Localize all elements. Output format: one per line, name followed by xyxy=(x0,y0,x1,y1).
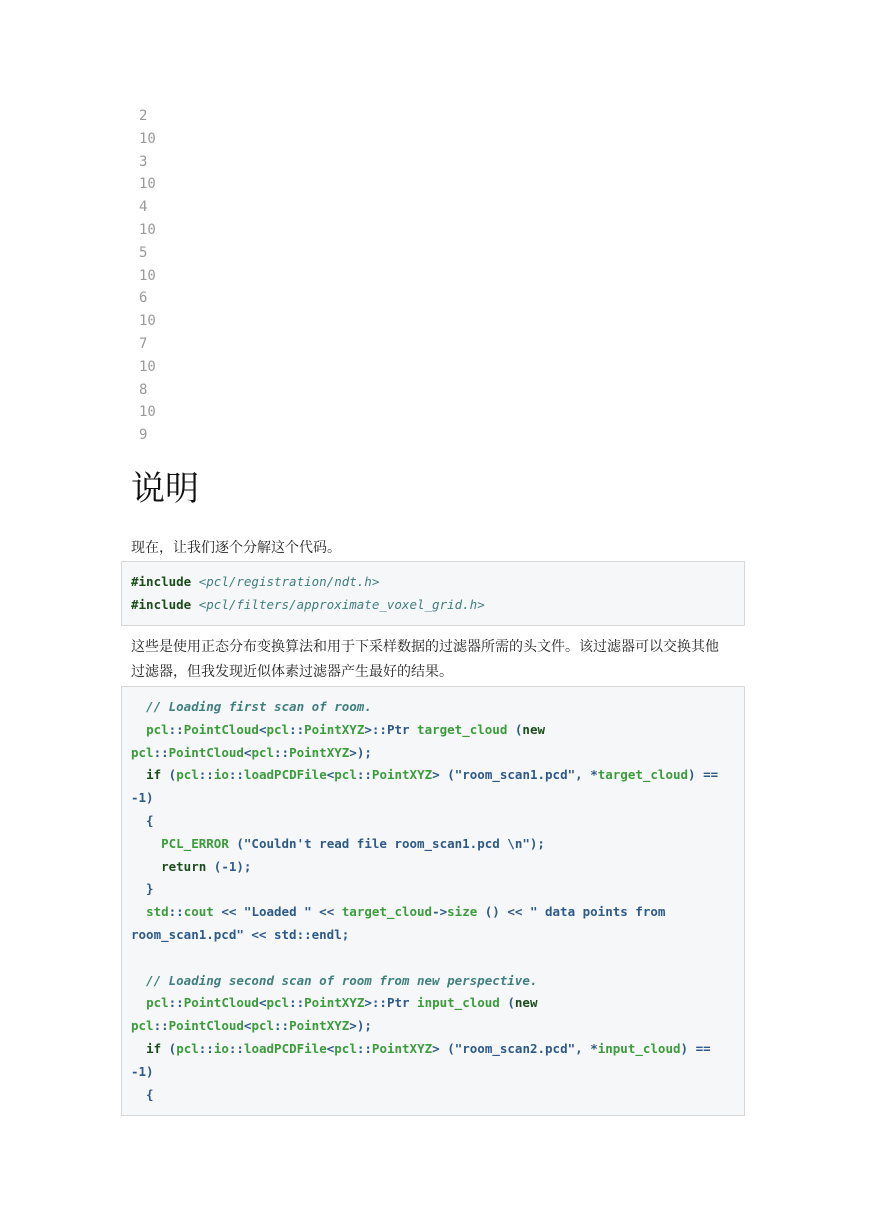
intro-paragraph: 现在，让我们逐个分解这个代码。 xyxy=(131,540,341,556)
code-line: PCL_ERROR ("Couldn't read file room_scan1.pcd \n"); xyxy=(161,835,545,851)
code-line xyxy=(131,947,744,970)
include-code-block xyxy=(121,561,745,626)
code-line: #include <pcl/filters/approximate_voxel_grid.h> xyxy=(131,596,485,612)
code-line: pcl::PointCloud<pcl::PointXYZ>); xyxy=(131,744,372,760)
line-number: 10 xyxy=(139,358,156,375)
paragraph-line: 过滤器，但我发现近似体素过滤器产生最好的结果。 xyxy=(131,664,453,680)
line-number: 7 xyxy=(139,335,148,352)
code-line: // Loading second scan of room from new perspective. xyxy=(131,972,538,988)
line-number: 5 xyxy=(139,244,148,261)
code-line: if (pcl::io::loadPCDFile<pcl::PointXYZ> ("room_scan1.pcd", *target_cloud) == xyxy=(146,767,719,783)
code-line: return (-1); xyxy=(161,858,252,874)
line-number: 10 xyxy=(139,176,156,193)
loading-code-block xyxy=(121,686,745,1116)
line-number: 3 xyxy=(139,153,148,170)
line-number: 8 xyxy=(139,381,148,398)
code-line: pcl::PointCloud<pcl::PointXYZ>::Ptr target_cloud (new xyxy=(146,721,545,737)
code-line: -1) xyxy=(131,1063,154,1079)
header-explanation-paragraph xyxy=(131,635,741,685)
section-heading: 说明 xyxy=(131,469,199,509)
code-line: #include <pcl/registration/ndt.h> xyxy=(131,574,380,589)
code-line: if (pcl::io::loadPCDFile<pcl::PointXYZ> ("room_scan2.pcd", *input_cloud) == xyxy=(146,1040,711,1056)
code-line: pcl::PointCloud<pcl::PointXYZ>::Ptr input_cloud (new xyxy=(146,995,538,1011)
line-number: 6 xyxy=(139,290,148,307)
line-number-list xyxy=(139,105,156,447)
code-line: // Loading first scan of room. xyxy=(131,699,372,714)
code-line: -1) xyxy=(131,790,154,806)
line-number: 10 xyxy=(139,221,156,238)
code-line: std::cout << "Loaded " << target_cloud->size () << " data points from xyxy=(146,904,666,920)
line-number: 10 xyxy=(139,267,156,284)
code-line: room_scan1.pcd" << std::endl; xyxy=(131,926,350,942)
code-line: } xyxy=(131,881,154,897)
line-number: 10 xyxy=(139,313,156,330)
code-line: { xyxy=(131,812,154,828)
line-number: 4 xyxy=(139,199,148,216)
code-line: pcl::PointCloud<pcl::PointXYZ>); xyxy=(131,1018,372,1034)
paragraph-line: 这些是使用正态分布变换算法和用于下采样数据的过滤器所需的头文件。该过滤器可以交换其他 xyxy=(131,639,719,655)
code-line: { xyxy=(131,1086,154,1102)
line-number: 2 xyxy=(139,108,148,124)
line-number: 9 xyxy=(139,427,148,444)
line-number: 10 xyxy=(139,130,156,147)
line-number: 10 xyxy=(139,404,156,421)
